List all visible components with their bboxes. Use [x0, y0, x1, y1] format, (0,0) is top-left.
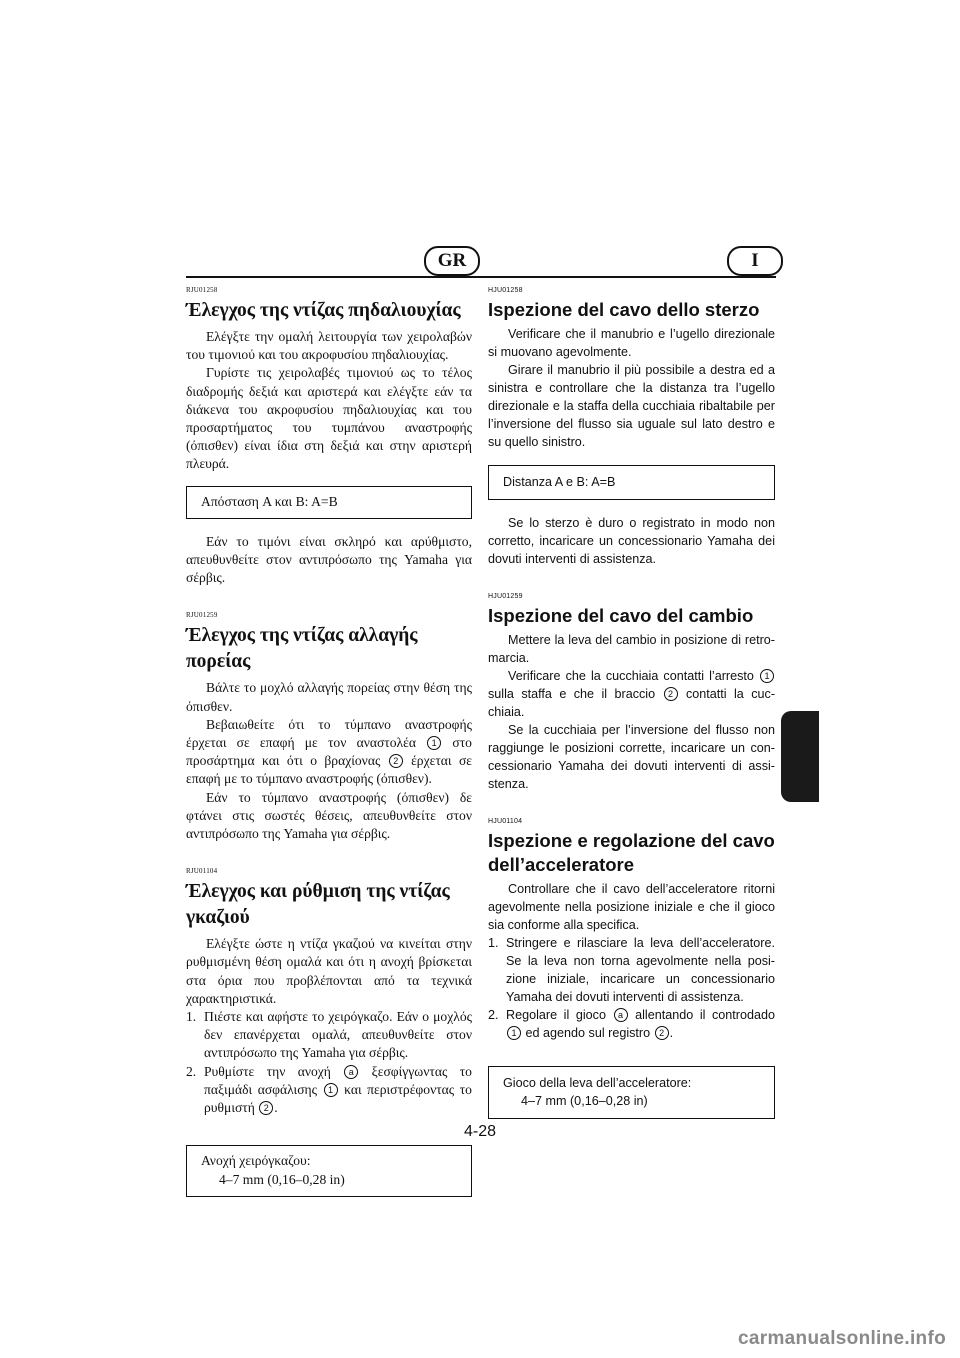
- callout-1-marker: 1: [507, 1026, 521, 1040]
- callout-1-marker: 1: [760, 669, 774, 683]
- step-list: [488, 934, 775, 1042]
- language-badge-italian: I: [727, 246, 783, 276]
- text-run: έρχεται σε επαφή με το τύμπανο αναστροφής (όπισθεν).: [186, 753, 472, 787]
- text-run: Πιέστε και αφήστε το χειρόγκαζο. Εάν ο μοχλός δεν επανέρχεται ομαλά, απευθυνθείτε στον αντιπρόσωπο της Yamaha για σέρβις.: [204, 1009, 472, 1061]
- section-title: Ispezione del cavo del cambio: [488, 605, 754, 626]
- section-code: RJU01258: [186, 286, 218, 294]
- section-steering-cable-it: [488, 286, 775, 568]
- text-run: .: [274, 1100, 278, 1116]
- paragraph: [488, 667, 775, 721]
- spec-label: Ανοχή χειρόγκαζου:: [201, 1153, 311, 1169]
- paragraph: Verificare che il manubrio e l’ugello direzionale si muovano agevolmente.: [488, 327, 775, 359]
- section-code: HJU01104: [488, 818, 523, 825]
- italian-column: [488, 286, 775, 1133]
- section-shift-cable-gr: [186, 611, 472, 843]
- paragraph: Se lo sterzo è duro o registrato in modo non corretto, incaricare un concessionario Yamaha dei dovuti interventi di assistenza.: [488, 516, 775, 566]
- paragraph: Se la cucchiaia per l’inversione del flusso non raggiunge le posizioni corrette, incaricare un con-cessionario Yamaha dei dovuti interventi di assi-stenza.: [488, 723, 775, 791]
- section-code: RJU01259: [186, 611, 218, 620]
- list-item: [488, 934, 775, 1006]
- greek-column: [186, 286, 472, 1211]
- section-code: RJU01104: [186, 867, 218, 876]
- paragraph: Εάν το τιμόνι είναι σκληρό και αρύθμιστο, απευθυνθείτε στον αντιπρόσωπο της Yamaha για σέρβις.: [186, 533, 472, 586]
- paragraph: [186, 716, 472, 789]
- callout-a-marker: a: [614, 1008, 628, 1022]
- step-list: [186, 1008, 472, 1117]
- list-number: 2.: [488, 1008, 499, 1022]
- text-run: sulla staffa e che il braccio: [488, 687, 656, 701]
- spec-box: [488, 1066, 775, 1119]
- callout-2-marker: 2: [259, 1101, 273, 1115]
- text-run: Regolare il gioco: [506, 1008, 606, 1022]
- spec-value: 4–7 mm (0,16–0,28 in): [219, 1171, 345, 1187]
- callout-2-marker: 2: [389, 754, 403, 768]
- section-throttle-cable-gr: [186, 867, 472, 1196]
- section-title: Έλεγχος της ντίζας πηδαλιουχίας: [186, 300, 461, 321]
- spec-value: 4–7 mm (0,16–0,28 in): [521, 1094, 648, 1108]
- list-item: [488, 1006, 775, 1042]
- list-number: 2.: [186, 1063, 197, 1079]
- paragraph: Girare il manubrio il più possibile a destra ed a sinistra e controllare che la distanza tra l’ugello direzionale e la staffa della cucchiaia ribaltabile per l’inversione del flusso sia uguale sul lato destro e su quello sinistro.: [488, 363, 775, 449]
- section-throttle-cable-it: [488, 817, 775, 1119]
- text-run: και περιστρέφοντας το ρυθμιστή: [204, 1081, 472, 1116]
- header-rule: [186, 276, 776, 278]
- spec-text: Απόσταση A και B: A=B: [201, 493, 338, 509]
- spec-box: [488, 465, 775, 500]
- spec-box: [186, 1145, 472, 1196]
- section-shift-cable-it: [488, 592, 775, 793]
- list-item: [186, 1063, 472, 1118]
- callout-1-marker: 1: [427, 736, 441, 750]
- section-steering-cable-gr: [186, 286, 472, 587]
- list-number: 1.: [488, 936, 499, 950]
- watermark: carmanualsonline.info: [738, 1328, 946, 1349]
- text-run: Ρυθμίστε την ανοχή: [204, 1063, 331, 1079]
- callout-2-marker: 2: [655, 1026, 669, 1040]
- callout-2-marker: 2: [664, 687, 678, 701]
- section-title: Έλεγχος της ντίζας αλλαγής πορείας: [186, 625, 418, 673]
- text-run: allentando il controdado: [635, 1008, 776, 1022]
- text-run: .: [669, 1026, 674, 1040]
- paragraph: Controllare che il cavo dell’acceleratore ritorni agevolmente nella posizione iniziale e che il gioco sia conforme alla specifica.: [488, 882, 775, 932]
- text-run: Stringere e rilasciare la leva dell’acceleratore. Se la leva non torna agevolmente nella posi-zione iniziale, incaricare un concessionario Yamaha dei dovuti interventi di assistenza.: [506, 936, 775, 1004]
- paragraph: Βάλτε το μοχλό αλλαγής πορείας στην θέση της όπισθεν.: [186, 680, 472, 714]
- section-code: HJU01258: [488, 287, 523, 294]
- paragraph: Ελέγξτε ώστε η ντίζα γκαζιού να κινείται στην ρυθμισμένη θέση ομαλά και ότι η ανοχή βρίσκεται στα όρια που προβλέπονται από τα τεχνικά χαρακτηριστικά.: [186, 936, 472, 1006]
- paragraph: Mettere la leva del cambio in posizione di retro-marcia.: [488, 633, 775, 665]
- section-title: Έλεγχος και ρύθμιση της ντίζας γκαζιού: [186, 881, 450, 929]
- list-number: 1.: [186, 1009, 197, 1025]
- paragraph: Εάν το τύμπανο αναστροφής (όπισθεν) δε φτάνει στις σωστές θέσεις, απευθυνθείτε στον αντιπρόσωπο της Yamaha για σέρβις.: [186, 789, 472, 842]
- section-title: Ispezione del cavo dello sterzo: [488, 299, 760, 320]
- text-run: Βεβαιωθείτε ότι το τύμπανο αναστροφής έρχεται σε επαφή με τον αναστολέα: [186, 716, 472, 751]
- list-item: [186, 1008, 472, 1063]
- section-code: HJU01259: [488, 593, 523, 600]
- text-run: ξεσφίγγωντας το παξιμάδι ασφάλισης: [204, 1063, 472, 1097]
- spec-label: Gioco della leva dell’acceleratore:: [503, 1076, 692, 1090]
- text-run: Verificare che la cucchiaia contatti l’arresto: [508, 669, 754, 683]
- spec-text: Distanza A e B: A=B: [503, 475, 616, 489]
- section-title: Ispezione e regolazione del cavo dell’acceleratore: [488, 830, 775, 875]
- paragraph: Ελέγξτε την ομαλή λειτουργία των χειρολαβών του τιμονιού και του ακροφυσίου πηδαλιουχίας.: [186, 329, 472, 363]
- text-run: στο προσάρτημα και ότι ο βραχίονας: [186, 735, 472, 769]
- chapter-thumb-tab: [781, 711, 819, 802]
- language-badge-greek: GR: [424, 246, 480, 276]
- paragraph: Γυρίστε τις χειρολαβές τιμονιού ως το τέλος διαδρομής δεξιά και αριστερά και ελέγξτε εάν τα διάκενα του ακροφυσίου πηδαλιουχίας και του προσαρτήματος του τυμπάνου αναστροφής (όπισθεν) είναι ίδια στη δεξιά και στην αριστερή πλευρά.: [186, 365, 472, 472]
- callout-1-marker: 1: [324, 1083, 338, 1097]
- spec-box: [186, 486, 472, 519]
- page-number: 4-28: [463, 1123, 497, 1140]
- text-run: ed agendo sul registro: [525, 1026, 651, 1040]
- text-run: contatti la cuc-chiaia.: [488, 687, 776, 719]
- callout-a-marker: a: [344, 1065, 358, 1079]
